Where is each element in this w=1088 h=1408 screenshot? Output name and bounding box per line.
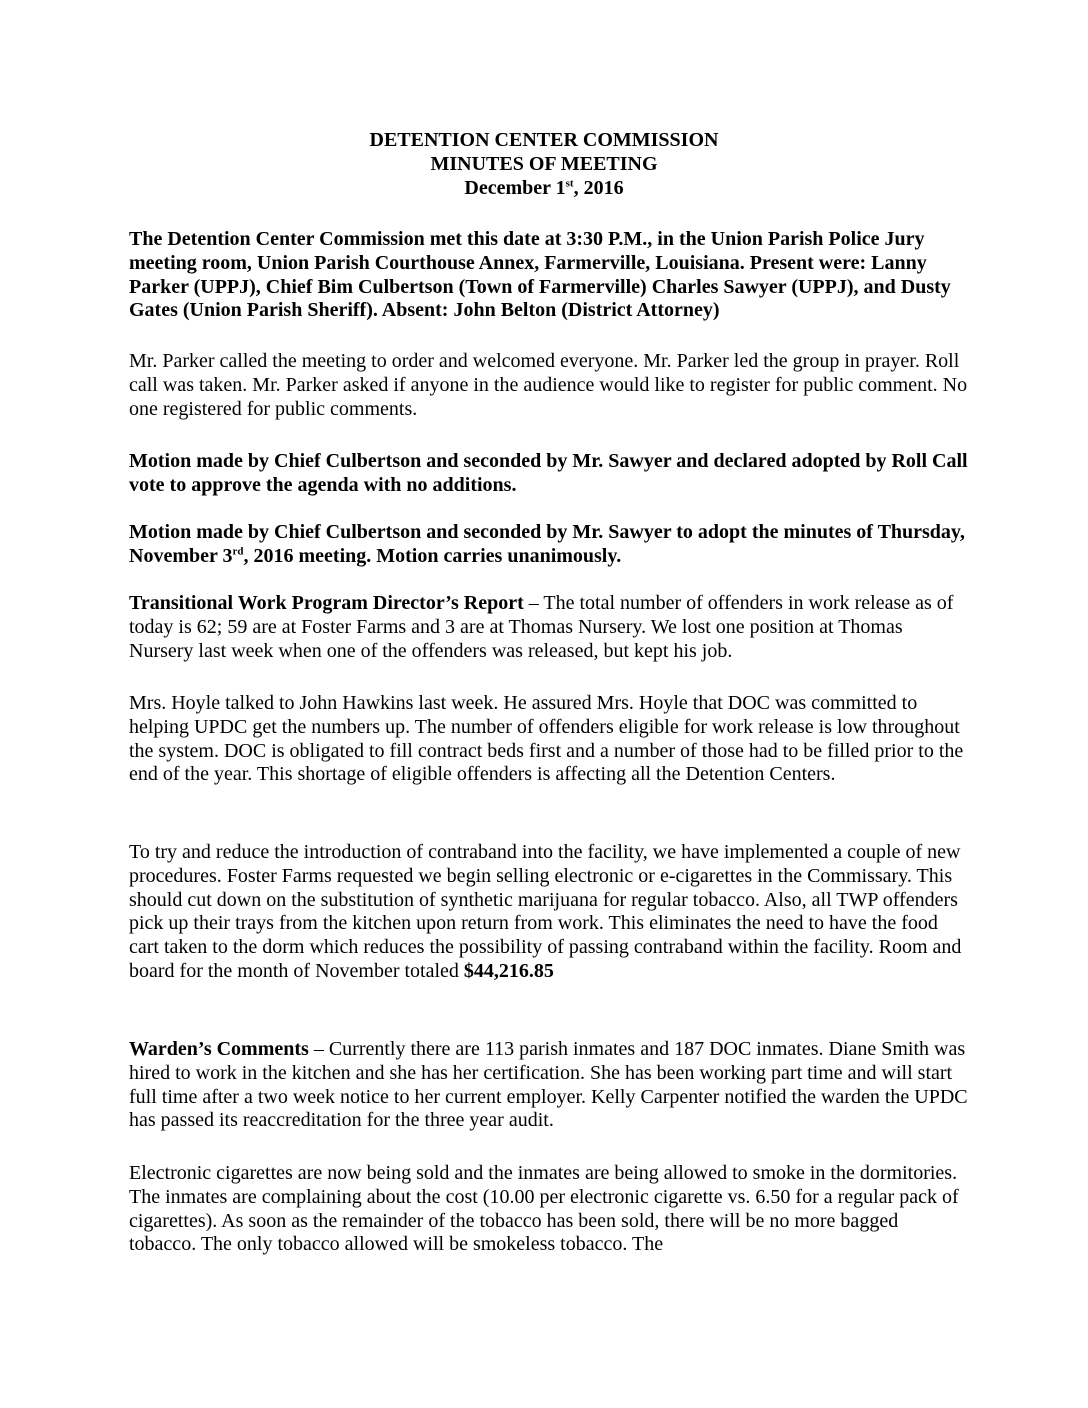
twp-report-paragraph — [129, 592, 969, 663]
header-title: DETENTION CENTER COMMISSION — [369, 129, 719, 151]
warden-comments-heading: Warden’s Comments — [129, 1038, 309, 1060]
contraband-text: To try and reduce the introduction of contraband into the facility, we have implemented a couple of new procedures. Foster Farms requested we begin selling electronic or e-cigarettes in the Commissary. This should cut down on the substitution of synthetic marijuana for regular tobacco. Also, all TWP offenders pick up their trays from the kitchen upon return from work. This eliminates the need to have the food cart taken to the dorm which reduces the possibility of passing contraband within the facility. Room and board for the month of November totaled — [129, 841, 962, 982]
twp-report-heading: Transitional Work Program Director’s Report — [129, 592, 524, 614]
motion-minutes-paragraph — [129, 521, 969, 569]
header-date-main: December 1 — [464, 177, 566, 199]
room-board-amount: $44,216.85 — [463, 959, 554, 982]
intro-paragraph: The Detention Center Commission met this date at 3:30 P.M., in the Union Parish Police Jury meeting room, Union Parish Courthouse Annex, Farmerville, Louisiana. Present were: Lanny Parker (UPPJ), Chief Bim Culbertson (Town of Farmerville) Charles Sawyer (UPPJ), and Dusty Gates (Union Parish Sheriff). Absent: John Belton (District Attorney) — [129, 228, 951, 322]
call-to-order-paragraph: Mr. Parker called the meeting to order and welcomed everyone. Mr. Parker led the group in prayer. Roll call was taken. Mr. Parker asked if anyone in the audience would like to register for public comment. No one registered for public comments. — [129, 350, 968, 420]
twp-report-text: – The total number of offenders in work release as of today is 62; 59 are at Foster Farms and 3 are at Thomas Nursery. We lost one position at Thomas Nursery last week when one of the offenders was released, but kept his job. — [129, 592, 954, 662]
header-date — [0, 176, 1088, 200]
header-subtitle: MINUTES OF MEETING — [430, 153, 658, 175]
motion-minutes-tail: , 2016 meeting. Motion carries unanimously. — [243, 544, 622, 567]
header-date-suffix: st — [565, 177, 574, 190]
motion-minutes-suffix: rd — [232, 545, 244, 558]
e-cigarettes-paragraph: Electronic cigarettes are now being sold and the inmates are being allowed to smoke in the dormitories. The inmates are complaining about the cost (10.00 per electronic cigarette vs. 6.50 for a regular pack of cigarettes). As soon as the remainder of the tobacco has been sold, there will be no more bagged tobacco. The only tobacco allowed will be smokeless tobacco. The — [129, 1162, 959, 1256]
warden-comments-text: – Currently there are 113 parish inmates and 187 DOC inmates. Diane Smith was hired to work in the kitchen and she has her certification. She has been working part time and will start full time after a two week notice to her current employer. Kelly Carpenter notified the warden the UPDC has passed its reaccreditation for the three year audit. — [129, 1038, 968, 1132]
warden-comments-paragraph — [129, 1038, 969, 1133]
motion-agenda-paragraph: Motion made by Chief Culbertson and seconded by Mr. Sawyer and declared adopted by Roll Call vote to approve the agenda with no additions. — [129, 450, 968, 496]
motion-minutes-text: Motion made by Chief Culbertson and seconded by Mr. Sawyer to adopt the minutes of Thursday, November 3 — [129, 521, 965, 567]
contraband-paragraph — [129, 841, 969, 984]
document-header — [0, 128, 1088, 200]
hoyle-paragraph: Mrs. Hoyle talked to John Hawkins last week. He assured Mrs. Hoyle that DOC was committed to helping UPDC get the numbers up. The number of offenders eligible for work release is low throughout the system. DOC is obligated to fill contract beds first and a number of those had to be filled prior to the end of the year. This shortage of eligible offenders is affecting all the Detention Centers. — [129, 692, 964, 786]
header-date-year: , 2016 — [573, 177, 624, 199]
